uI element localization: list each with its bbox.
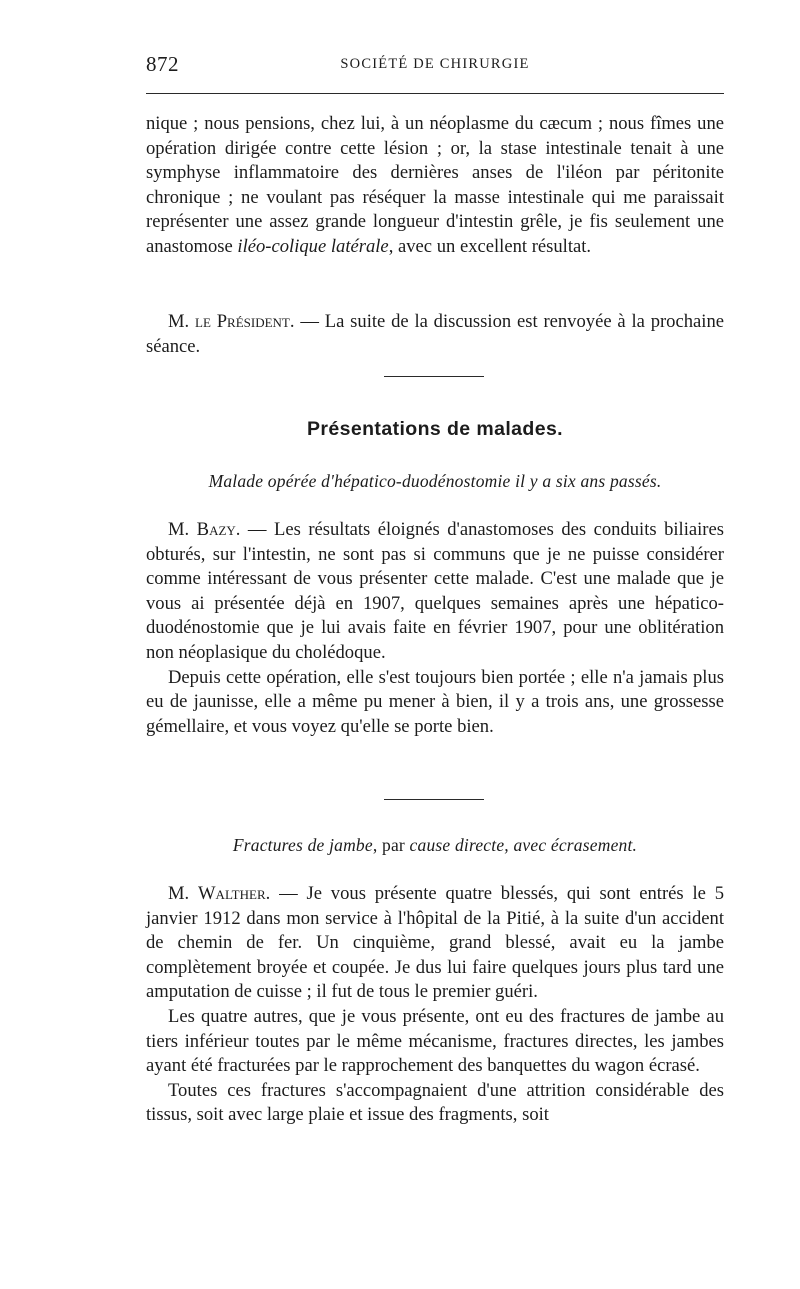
paragraph-text: . — Je vous présente quatre blessés, qui sont entrés le 5 janvier 1912 dans mon service à l'hôpital de la Pitié, à la suite d'un accident de chemin de fer. Un cinquième, grand blessé, avait eu la jambe complètement broyée et coupée. Je dus lui faire quelques jours plus tard une amputation de cuisse ; il fut de tous le premier guéri. [146,883,724,1003]
case-walther-text [146,882,724,1128]
header-rule [146,93,724,94]
case-title: Malade opérée d'hépatico-duodénostomie il y a six ans passés. [208,471,662,491]
speaker-prefix: M. [168,883,190,904]
speaker-prefix: M. [168,311,190,332]
paragraph [146,310,724,359]
paragraph-text: nique ; nous pensions, chez lui, à un néoplasme du cæcum ; nous fîmes une opération dirigée contre cette lésion ; or, la stase intestinale tenait à une symphyse inflammatoire des dernières anses de l'iléon par péritonite chronique ; ne voulant pas réséquer la masse intestinale qui me paraissait représenter une assez grande longueur d'intestin grêle, je fis seulement une anastomose [146,113,724,257]
section-heading: Présentations de malades. [306,418,564,440]
section-divider [384,376,484,377]
case-title-part: cause directe, avec écrasement. [409,835,638,855]
case-title [146,835,724,856]
paragraph [146,518,724,666]
paragraph: Depuis cette opération, elle s'est toujours bien portée ; elle n'a jamais plus eu de jaunisse, elle a même pu mener à bien, il y a trois ans, une grossesse gémellaire, et vous voyez qu'elle se porte bien. [146,666,724,737]
speaker-name: Walther [198,883,266,904]
case-title-part: , par [372,835,410,855]
speaker-prefix: M. [168,519,190,540]
running-head [146,52,724,80]
speaker-name: Bazy [196,519,236,540]
section-divider [384,799,484,800]
president-remark [146,310,724,359]
speaker-name: le Président [195,311,290,332]
paragraph [146,112,724,260]
paragraph: Les quatre autres, que je vous présente, ont eu des fractures de jambe au tiers inférieur toutes par le même mécanisme, fractures directes, les jambes ayant été fracturées par le rapprochement des banquettes du wagon écrasé. [146,1005,724,1077]
continuation-paragraph [146,112,724,260]
paragraph [146,882,724,1005]
page-number: 872 [146,52,179,76]
running-title: SOCIÉTÉ DE CHIRURGIE [340,56,530,72]
paragraph: Toutes ces fractures s'accompagnaient d'une attrition considérable des tissus, soit avec large plaie et issue des fragments, soit [146,1079,724,1126]
italic-term: iléo-colique latérale [237,235,389,257]
case-bazy-text [146,518,724,739]
case-title-part: Fractures de jambe [232,835,373,855]
paragraph-text: . — Les résultats éloignés d'anastomoses des conduits biliaires obturés, sur l'intestin, ne sont pas si communs que je ne puisse considérer comme intéressant de vous présenter cette malade. C'est une malade que je vous ai présentée déjà en 1907, quelques semaines après une hépatico-duodénostomie que je lui avais faite en février 1907, pour une oblitération non néoplasique du cholédoque. [146,519,724,663]
paragraph-text-end: , avec un excellent résultat. [388,235,592,257]
paragraph-text: . — La suite de la discussion est renvoyée à la prochaine séance. [146,311,724,357]
